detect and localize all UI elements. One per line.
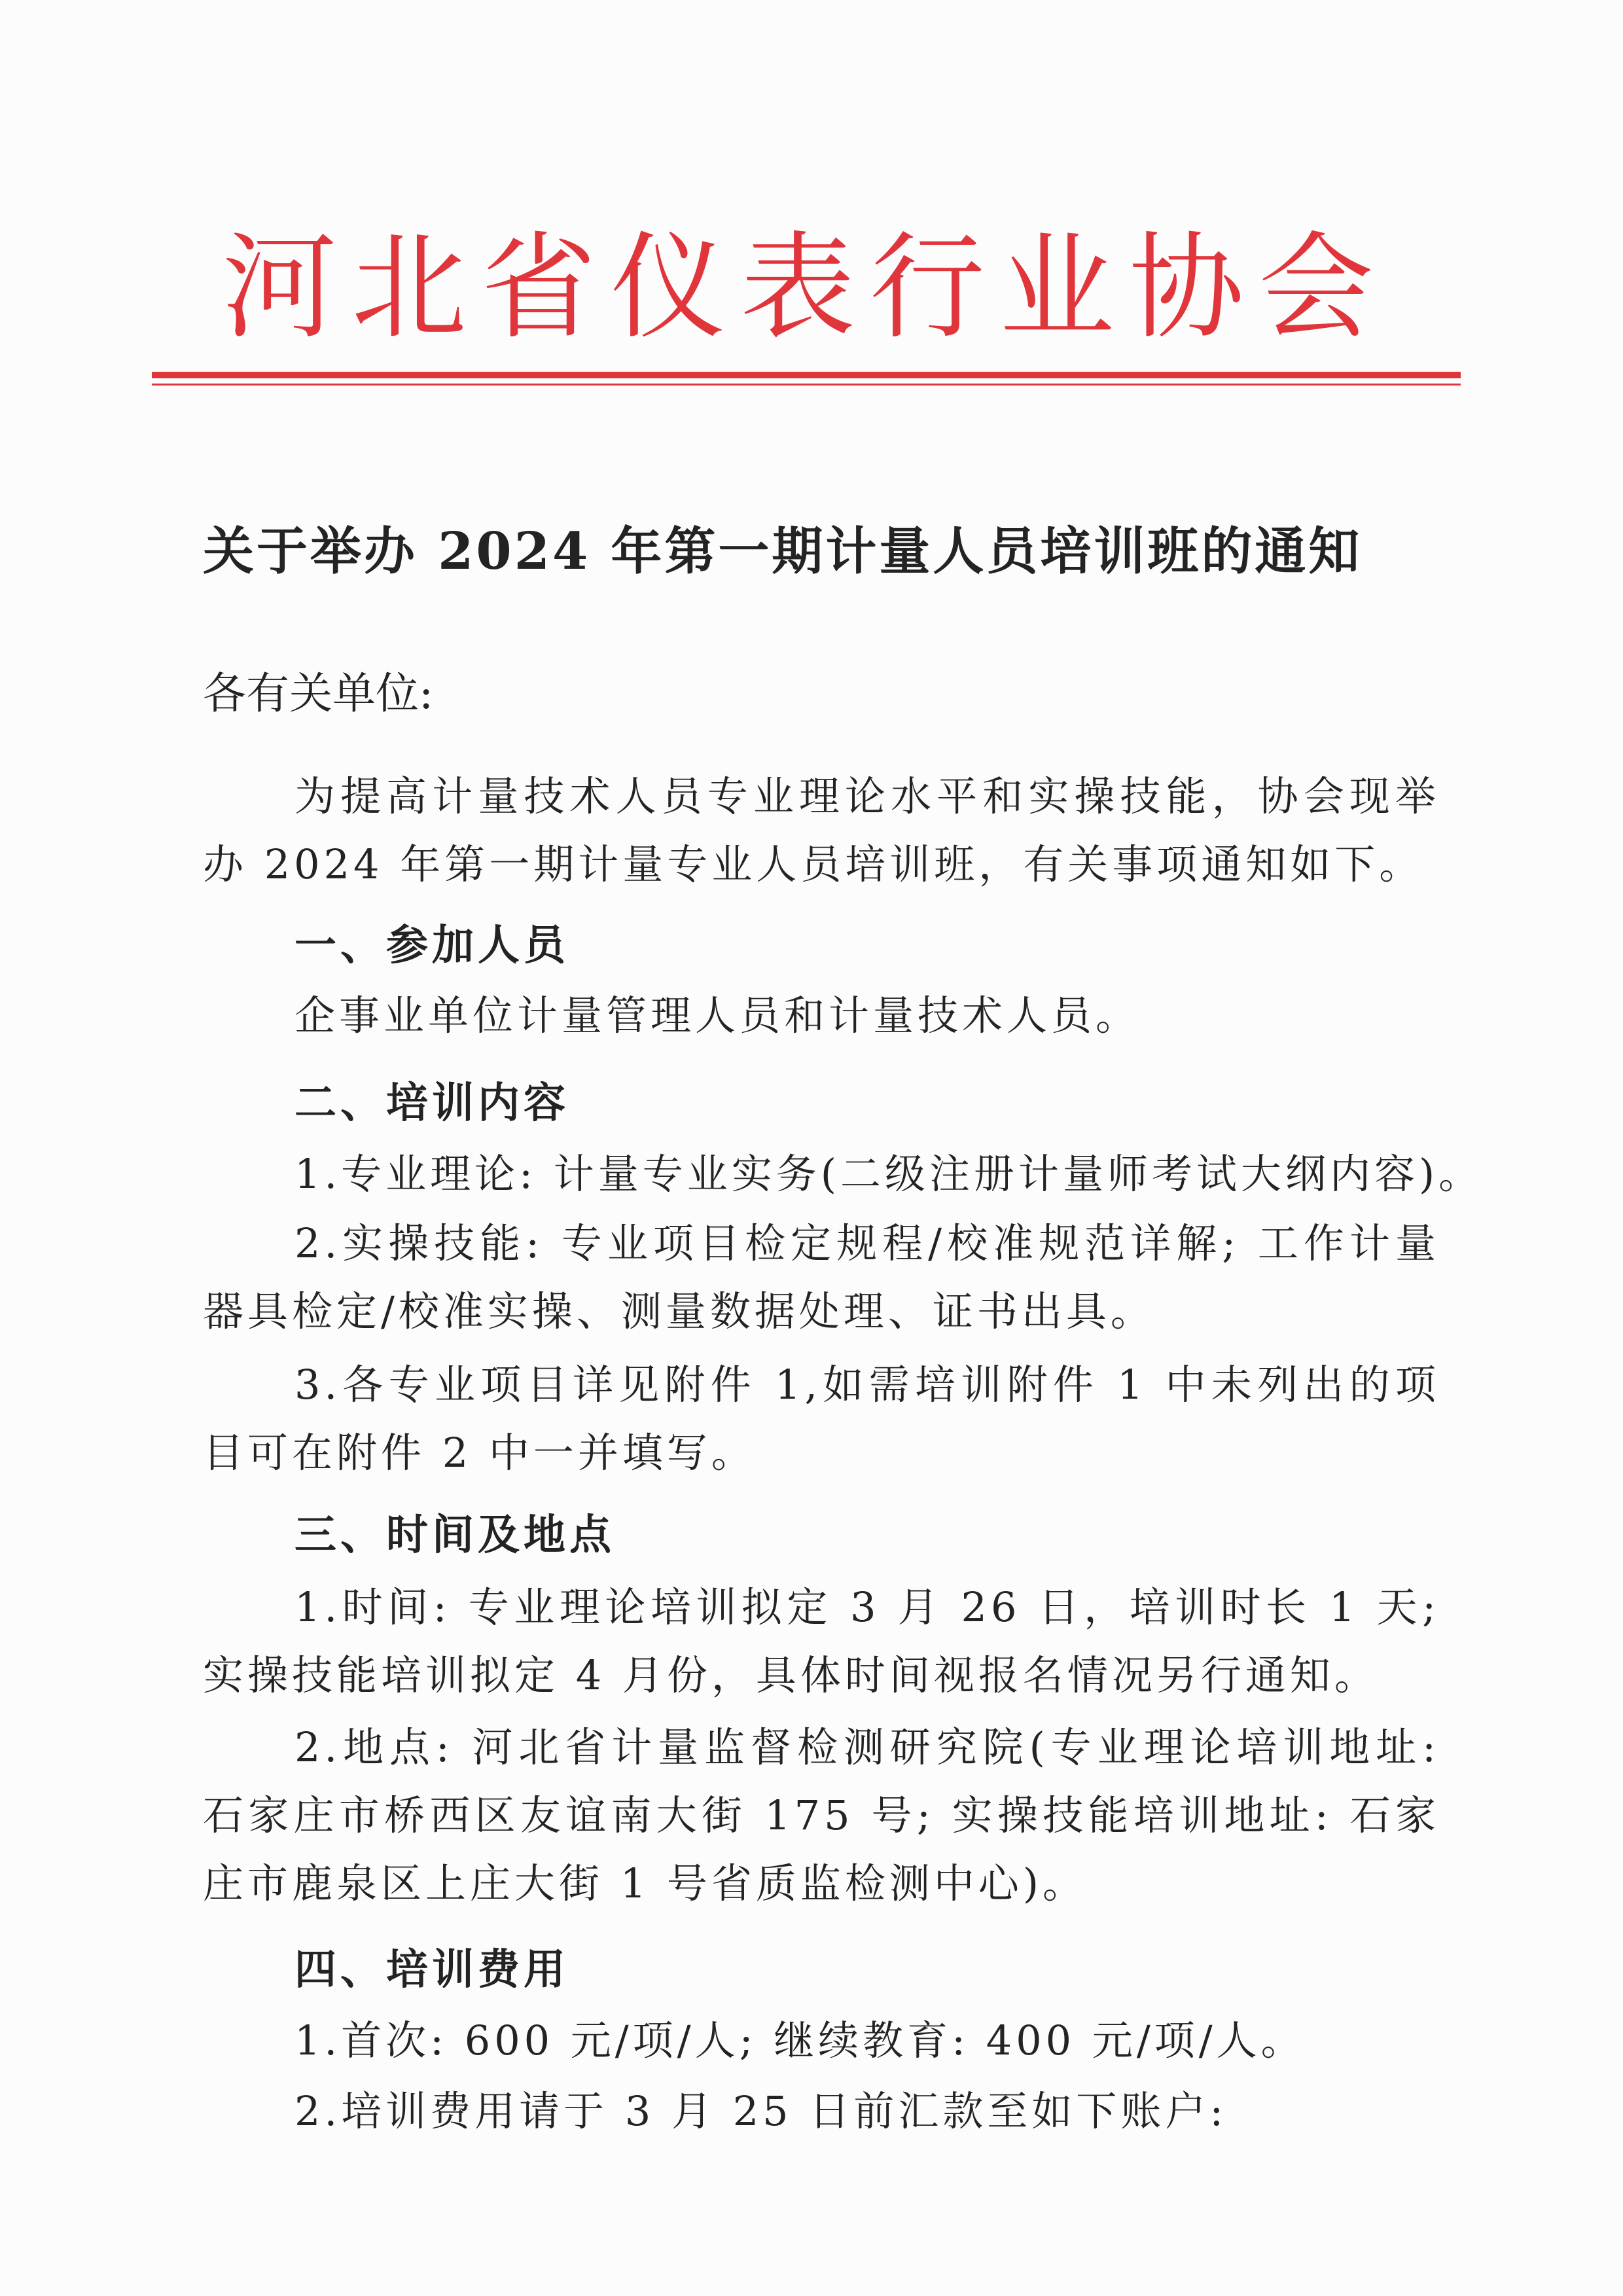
letterhead-rule-thick — [152, 372, 1461, 378]
intro-paragraph: 为提高计量技术人员专业理论水平和实操技能，协会现举办 2024 年第一期计量专业人员培训班，有关事项通知如下。 — [203, 772, 1440, 888]
section-item-block — [203, 1573, 1440, 1710]
salutation: 各有关单位: — [203, 668, 434, 719]
section-heading-fees: 四、培训费用 — [294, 1945, 569, 1994]
section-item: 1.专业理论: 计量专业实务(二级注册计量师考试大纲内容)。 — [294, 1150, 1484, 1198]
section-heading-participants: 一、参加人员 — [294, 921, 569, 970]
section-item-block — [203, 1351, 1440, 1487]
section-item-block — [203, 1210, 1440, 1346]
section-item-block — [203, 1713, 1440, 1918]
section-item: 2.实操技能: 专业项目检定规程/校准规范详解; 工作计量器具检定/校准实操、测量数据处理、证书出具。 — [203, 1219, 1440, 1335]
notice-title: 关于举办 2024 年第一期计量人员培训班的通知 — [203, 522, 1363, 581]
intro-paragraph-block — [203, 762, 1440, 899]
letterhead-rule-thin — [152, 384, 1461, 386]
letterhead-org-name: 河北省仪表行业协会 — [221, 221, 1388, 355]
section-item: 2.培训费用请于 3 月 25 日前汇款至如下账户: — [294, 2087, 1228, 2135]
section-heading-time-location: 三、时间及地点 — [294, 1511, 615, 1560]
section-heading-content: 二、培训内容 — [294, 1079, 569, 1128]
section-item: 企事业单位计量管理人员和计量技术人员。 — [294, 992, 1141, 1039]
section-item: 2.地点: 河北省计量监督检测研究院(专业理论培训地址: 石家庄市桥西区友谊南大街 175 号; 实操技能培训地址: 石家庄市鹿泉区上庄大街 1 号省质监检测中心)。 — [203, 1723, 1440, 1907]
section-item: 1.首次: 600 元/项/人; 继续教育: 400 元/项/人。 — [294, 2017, 1306, 2064]
section-item: 1.时间: 专业理论培训拟定 3 月 26 日，培训时长 1 天; 实操技能培训拟定 4 月份，具体时间视报名情况另行通知。 — [203, 1583, 1440, 1699]
section-item: 3.各专业项目详见附件 1,如需培训附件 1 中未列出的项目可在附件 2 中一并填写。 — [203, 1361, 1440, 1477]
